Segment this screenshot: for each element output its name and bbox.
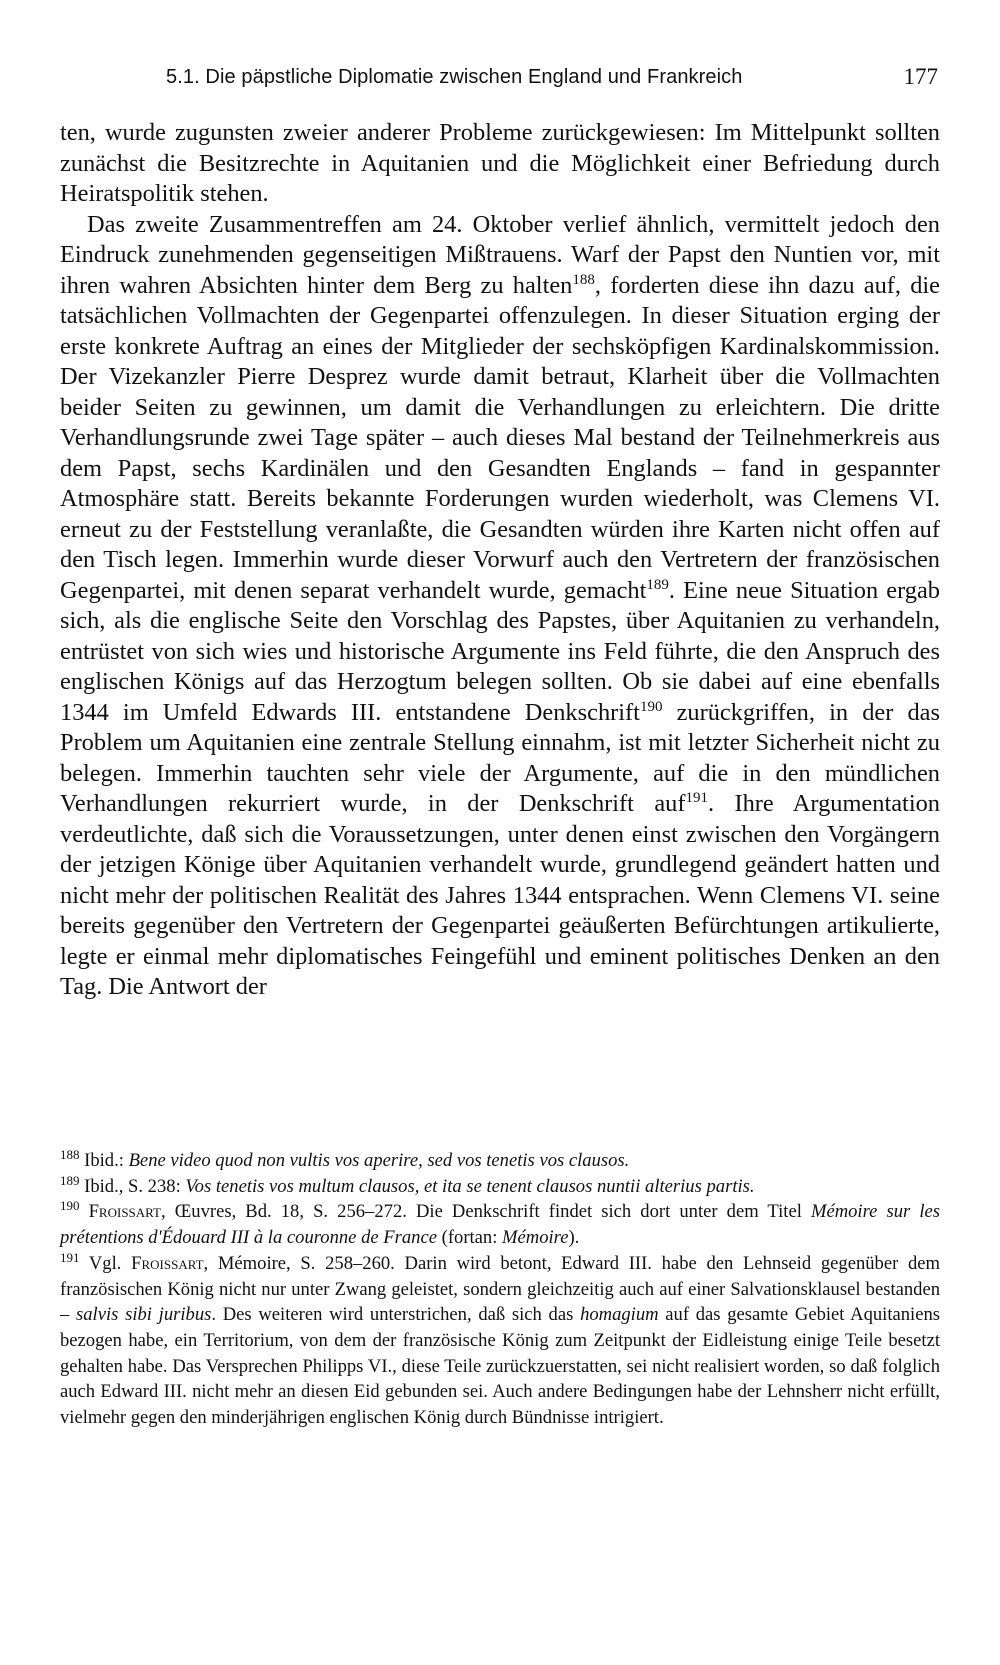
paragraph-2-part-e: . Ihre Argumentation verdeutlichte, daß sich die Voraussetzungen, unter denen einst zwischen den Vorgängern der jetzigen Könige über Aquitanien verhandelt wurde, grundlegend geändert hatten und nicht mehr der politischen Realität des Jahres 1344 entsprachen. Wenn Clemens VI. seine bereits gegenüber den Vertretern der Gegenpartei geäußerten Befürchtungen artikulierte, legte er einmal mehr diplomatisches Feingefühl und eminent politisches Denken an den Tag. Die Antwort der	[60, 790, 940, 1000]
footnote-ref-191[interactable]: 191	[685, 790, 708, 806]
footnote-number: 189	[60, 1172, 80, 1188]
footnote-text: ).	[568, 1227, 580, 1249]
paragraph-2-part-a: Das zweite Zusammentreffen am 24. Oktober verlief ähnlich, vermittelt jedoch den Eindruck zunehmenden gegenseitigen Mißtrauens. Warf der Papst den Nuntien vor, mit ihren wahren Absichten hinter dem Berg zu halten	[60, 210, 940, 299]
footnote-author: Froissart	[131, 1252, 204, 1274]
footnote-text: (fortan:	[436, 1227, 503, 1249]
running-head	[60, 66, 940, 96]
footnote-lead: Ibid., S. 238:	[79, 1175, 186, 1197]
footnote-author: Froissart	[79, 1201, 162, 1223]
footnote-short-title: Mémoire	[502, 1227, 569, 1249]
footnote-text: auf das gesamte Gebiet Aquitaniens bezogen habe, ein Territorium, von dem der französische König zum Zeitpunkt der Eidleistung einige Teile besetzt gehalten habe. Das Versprechen Philipps VI., diese Teile zurückzuerstatten, sei nicht realisiert worden, so daß folglich auch Edward III. nicht mehr an diesen Eid gebunden sei. Auch andere Bedingungen habe der Lehnsherr nicht erfüllt, vielmehr gegen den minderjährigen englischen König durch Bündnisse intrigiert.	[60, 1304, 940, 1429]
footnote-quote: Vos tenetis vos multum clausos, et ita se tenent clausos nuntii alterius partis.	[185, 1175, 755, 1197]
main-text	[60, 118, 940, 1003]
footnote-italic: salvis sibi juribus	[76, 1304, 212, 1326]
footnote-number: 191	[60, 1249, 80, 1265]
footnote-number: 188	[60, 1147, 80, 1162]
footnote-text: , Mémoire, S. 258–260. Darin wird betont, Edward III. habe den Lehnseid gegenüber dem französischen König nicht nur unter Zwang geleistet, sondern gleichzeitig auch auf einer Salvationsklausel bestanden –	[60, 1252, 941, 1326]
paragraph-2-part-c: . Eine neue Situation ergab sich, als die englische Seite den Vorschlag des Papstes, über Aquitanien zu verhandeln, entrüstet von sich wies und historische Argumente ins Feld führte, die den Anspruch des englischen Königs auf das Herzogtum belegen sollten. Ob sie dabei auf eine ebenfalls 1344 im Umfeld Edwards III. entstandene Denkschrift	[60, 576, 940, 726]
footnote-italic: homagium	[580, 1304, 659, 1326]
footnote-190	[60, 1199, 940, 1250]
footnotes	[60, 1148, 940, 1431]
running-title: 5.1. Die päpstliche Diplomatie zwischen England und Frankreich	[166, 66, 743, 88]
footnote-text: , Œuvres, Bd. 18, S. 256–272. Die Denkschrift findet sich dort unter dem Titel	[161, 1201, 811, 1223]
footnote-ref-189[interactable]: 189	[646, 576, 669, 593]
footnote-lead: Ibid.:	[79, 1150, 129, 1171]
footnote-191	[60, 1251, 940, 1431]
page-number: 177	[903, 64, 938, 89]
paragraph-2-part-b: , forderten diese ihn dazu auf, die tatsächlichen Vollmachten der Gegenpartei offenzulegen. In dieser Situation erging der erste konkrete Auftrag an eines der Mitglieder der sechsköpfigen Kardinalskommission. Der Vizekanzler Pierre Desprez wurde damit betraut, Klarheit über die Vollmachten beider Seiten zu gewinnen, um damit die Verhandlungen zu erleichtern. Die dritte Verhandlungsrunde zwei Tage später – auch dieses Mal bestand der Teilnehmerkreis aus dem Papst, sechs Kardinälen und den Gesandten Englands – fand in gespannter Atmosphäre statt. Bereits bekannte Forderungen wurden wiederholt, was Clemens VI. erneut zu der Feststellung veranlaßte, die Gesandten würden ihre Karten nicht offen auf den Tisch legen. Immerhin wurde dieser Vorwurf auch den Vertretern der französischen Gegenpartei, mit denen separat verhandelt wurde, gemacht	[60, 271, 940, 604]
footnote-lead: Vgl.	[79, 1252, 132, 1274]
paragraph-1-text: ten, wurde zugunsten zweier anderer Probleme zurückgewiesen: Im Mittelpunkt sollten zunächst die Besitzrechte in Aquitanien und die Möglichkeit einer Befriedung durch Heiratspolitik stehen.	[60, 119, 940, 207]
footnote-189	[60, 1174, 940, 1200]
footnote-title: Mémoire sur les prétentions d'Édouard III à la couronne de France	[60, 1201, 941, 1249]
footnote-ref-188[interactable]: 188	[572, 271, 595, 288]
footnote-number: 190	[60, 1198, 80, 1214]
paragraph-2	[60, 210, 940, 1003]
footnote-188	[60, 1148, 940, 1174]
paragraph-2-part-d: zurückgriffen, in der das Problem um Aquitanien eine zentrale Stellung einnahm, ist mit letzter Sicherheit nicht zu belegen. Immerhin tauchten sehr viele der Argumente, auf die in den mündlichen Verhandlungen rekurriert wurde, in der Denkschrift auf	[60, 698, 940, 817]
paragraph-1	[60, 118, 940, 210]
footnote-ref-190[interactable]: 190	[639, 698, 663, 715]
footnote-text: . Des weiteren wird unterstrichen, daß sich das	[211, 1304, 581, 1326]
footnote-quote: Bene video quod non vultis vos aperire, sed vos tenetis vos clausos.	[128, 1150, 630, 1171]
